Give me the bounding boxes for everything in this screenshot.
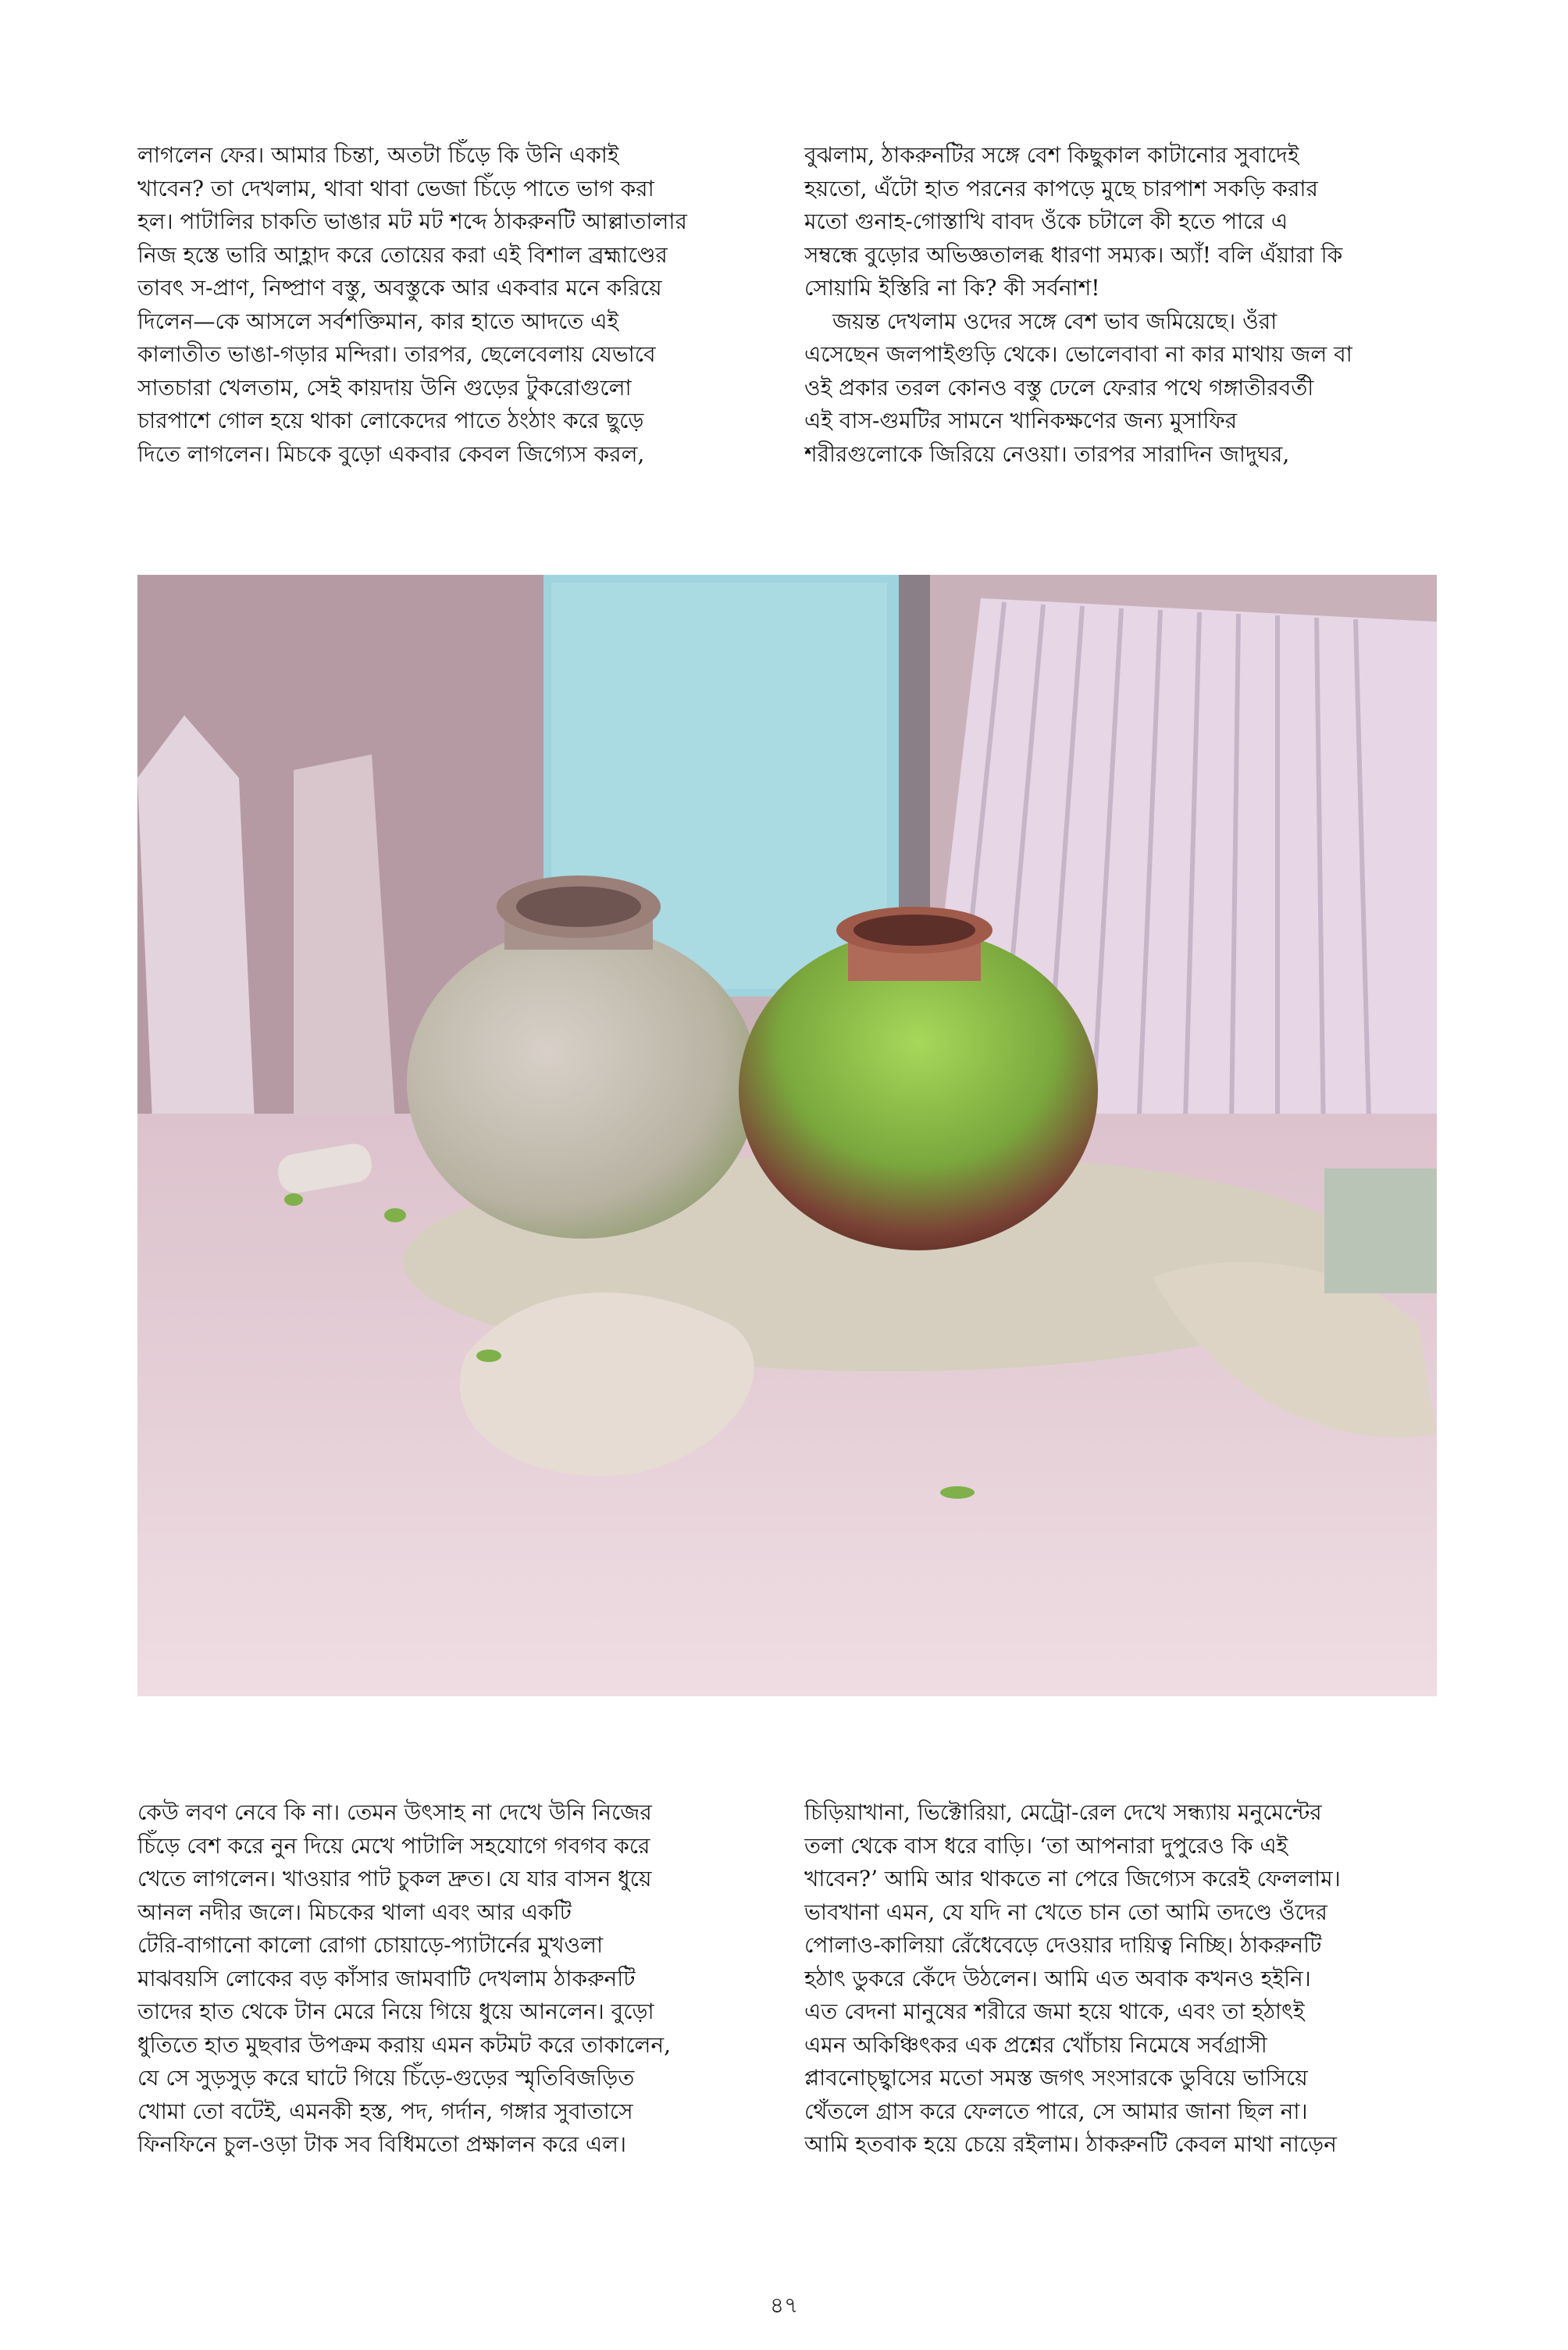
text-line: লাগলেন ফের। আমার চিন্তা, অতটা চিঁড়ে কি উনি একাই bbox=[137, 142, 619, 168]
text-line: চারপাশে গোল হয়ে থাকা লোকেদের পাতে ঠংঠাং করে ছুড়ে bbox=[137, 408, 644, 433]
text-line: সম্বন্ধে বুড়োর অভিজ্ঞতালব্ধ ধারণা সম্যক। অ্যাঁ! বলি এঁয়ারা কি bbox=[804, 241, 1343, 268]
text-line: সাতচারা খেলতাম, সেই কায়দায় উনি গুড়ের টুকরোগুলো bbox=[137, 374, 632, 401]
text-line: টেরি-বাগানো কালো রোগা চোয়াড়ে-প্যাটার্নের মুখওলা bbox=[137, 1932, 604, 1958]
text-line: দিলেন—কে আসলে সর্বশক্তিমান, কার হাতে আদতে এই bbox=[137, 308, 619, 334]
text-column-top-right bbox=[804, 139, 1437, 471]
text-line: পোলাও-কালিয়া রেঁধেবেড়ে দেওয়ার দায়িত্ব নিচ্ছি। ঠাকরুনটি bbox=[804, 1932, 1322, 1958]
text-line: হঠাৎ ডুকরে কেঁদে উঠলেন। আমি এত অবাক কখনও হইনি। bbox=[804, 1965, 1311, 1992]
text-line: এত বেদনা মানুষের শরীরে জমা হয়ে থাকে, এবং তা হঠাৎই bbox=[804, 1999, 1305, 2024]
text-line: কালাতীত ভাঙা-গড়ার মন্দিরা। তারপর, ছেলেবেলায় যেভাবে bbox=[137, 341, 656, 367]
text-line: ওই প্রকার তরল কোনও বস্তু ঢেলে ফেরার পথে গঙ্গাতীরবর্তী bbox=[804, 374, 1314, 401]
text-line: বুঝলাম, ঠাকরুনটির সঙ্গে বেশ কিছুকাল কাটানোর সুবাদেই bbox=[804, 142, 1299, 168]
text-line: হল। পাটালির চাকতি ভাঙার মট মট শব্দে ঠাকরুনটি আল্লাতালার bbox=[137, 209, 687, 234]
text-line: তাবৎ স-প্রাণ, নিষ্প্রাণ বস্তু, অবস্তুকে আর একবার মনে করিয়ে bbox=[137, 275, 662, 301]
text-line: ফিনফিনে চুল-ওড়া টাক সব বিধিমতো প্রক্ষালন করে এল। bbox=[137, 2131, 627, 2157]
text-line: প্লাবনোচ্ছ্বাসের মতো সমস্ত জগৎ সংসারকে ডুবিয়ে ভাসিয়ে bbox=[804, 2065, 1308, 2091]
text-line: শরীরগুলোকে জিরিয়ে নেওয়া। তারপর সারাদিন জাদুঘর, bbox=[804, 440, 1290, 467]
text-line: তলা থেকে বাস ধরে বাড়ি। ‘তা আপনারা দুপুরেও কি এই bbox=[804, 1832, 1288, 1859]
text-line: এসেছেন জলপাইগুড়ি থেকে। ভোলেবাবা না কার মাথায় জল বা bbox=[804, 341, 1352, 367]
text-line: ধুতিতে হাত মুছবার উপক্রম করায় এমন কটমট করে তাকালেন, bbox=[137, 2031, 672, 2058]
text-line: এমন অকিঞ্চিৎকর এক প্রশ্নের খোঁচায় নিমেষে সর্বগ্রাসী bbox=[804, 2031, 1267, 2058]
text-column-bottom-right bbox=[804, 1796, 1437, 2162]
text-column-top-left bbox=[137, 139, 770, 471]
text-line: নিজ হস্তে ভারি আহ্লাদ করে তোয়ের করা এই বিশাল ব্রহ্মাণ্ডের bbox=[137, 241, 668, 268]
text-line: ভাবখানা এমন, যে যদি না খেতে চান তো আমি তদণ্ডে ওঁদের bbox=[804, 1899, 1327, 1925]
text-line: সোয়ামি ইস্তিরি না কি? কী সর্বনাশ! bbox=[804, 275, 1100, 301]
text-line: তাদের হাত থেকে টান মেরে নিয়ে গিয়ে ধুয়ে আনলেন। বুড়ো bbox=[137, 1999, 654, 2024]
text-line: খাবেন? তা দেখলাম, থাবা থাবা ভেজা চিঁড়ে পাতে ভাগ করা bbox=[137, 175, 654, 201]
text-line: যে সে সুড়সুড় করে ঘাটে গিয়ে চিঁড়ে-গুড়ের স্মৃতিবিজড়িত bbox=[137, 2065, 635, 2091]
text-line: এই বাস-গুমটির সামনে খানিকক্ষণের জন্য মুসাফির bbox=[804, 408, 1238, 433]
text-line: দিতে লাগলেন। মিচকে বুড়ো একবার কেবল জিগ্যেস করল, bbox=[137, 440, 645, 467]
text-line: আনল নদীর জলে। মিচকের থালা এবং আর একটি bbox=[137, 1899, 572, 1925]
text-line: মতো গুনাহ-গোস্তাখি বাবদ ওঁকে চটালে কী হতে পারে এ bbox=[804, 209, 1288, 234]
text-column-bottom-left bbox=[137, 1796, 770, 2162]
text-line: হয়তো, এঁটো হাত পরনের কাপড়ে মুছে চারপাশ সকড়ি করার bbox=[804, 175, 1318, 201]
text-line: খেতে লাগলেন। খাওয়ার পাট চুকল দ্রুত। যে যার বাসন ধুয়ে bbox=[137, 1866, 652, 1892]
page-number: ৪৭ bbox=[769, 2292, 799, 2318]
text-line: থেঁতলে গ্রাস করে ফেলতে পারে, সে আমার জানা ছিল না। bbox=[804, 2098, 1308, 2124]
text-line: আমি হতবাক হয়ে চেয়ে রইলাম। ঠাকরুনটি কেবল মাথা নাড়েন bbox=[804, 2131, 1337, 2157]
text-line: খোমা তো বটেই, এমনকী হস্ত, পদ, গর্দান, গঙ্গার সুবাতাসে bbox=[137, 2098, 633, 2124]
text-line: জয়ন্ত দেখলাম ওদের সঙ্গে বেশ ভাব জমিয়েছে। ওঁরা bbox=[832, 308, 1278, 334]
photograph-clay-pots bbox=[137, 575, 1437, 1696]
text-line: চিড়িয়াখানা, ভিক্টোরিয়া, মেট্রো-রেল দেখে সন্ধ্যায় মনুমেন্টের bbox=[804, 1799, 1322, 1825]
text-line: চিঁড়ে বেশ করে নুন দিয়ে মেখে পাটালি সহযোগে গবগব করে bbox=[137, 1832, 650, 1859]
text-line: কেউ লবণ নেবে কি না। তেমন উৎসাহ না দেখে উনি নিজের bbox=[137, 1799, 652, 1825]
text-line: খাবেন?’ আমি আর থাকতে না পেরে জিগ্যেস করেই ফেললাম। bbox=[804, 1866, 1341, 1892]
text-line: মাঝবয়সি লোকের বড় কাঁসার জামবাটি দেখলাম ঠাকরুনটি bbox=[137, 1965, 636, 1992]
